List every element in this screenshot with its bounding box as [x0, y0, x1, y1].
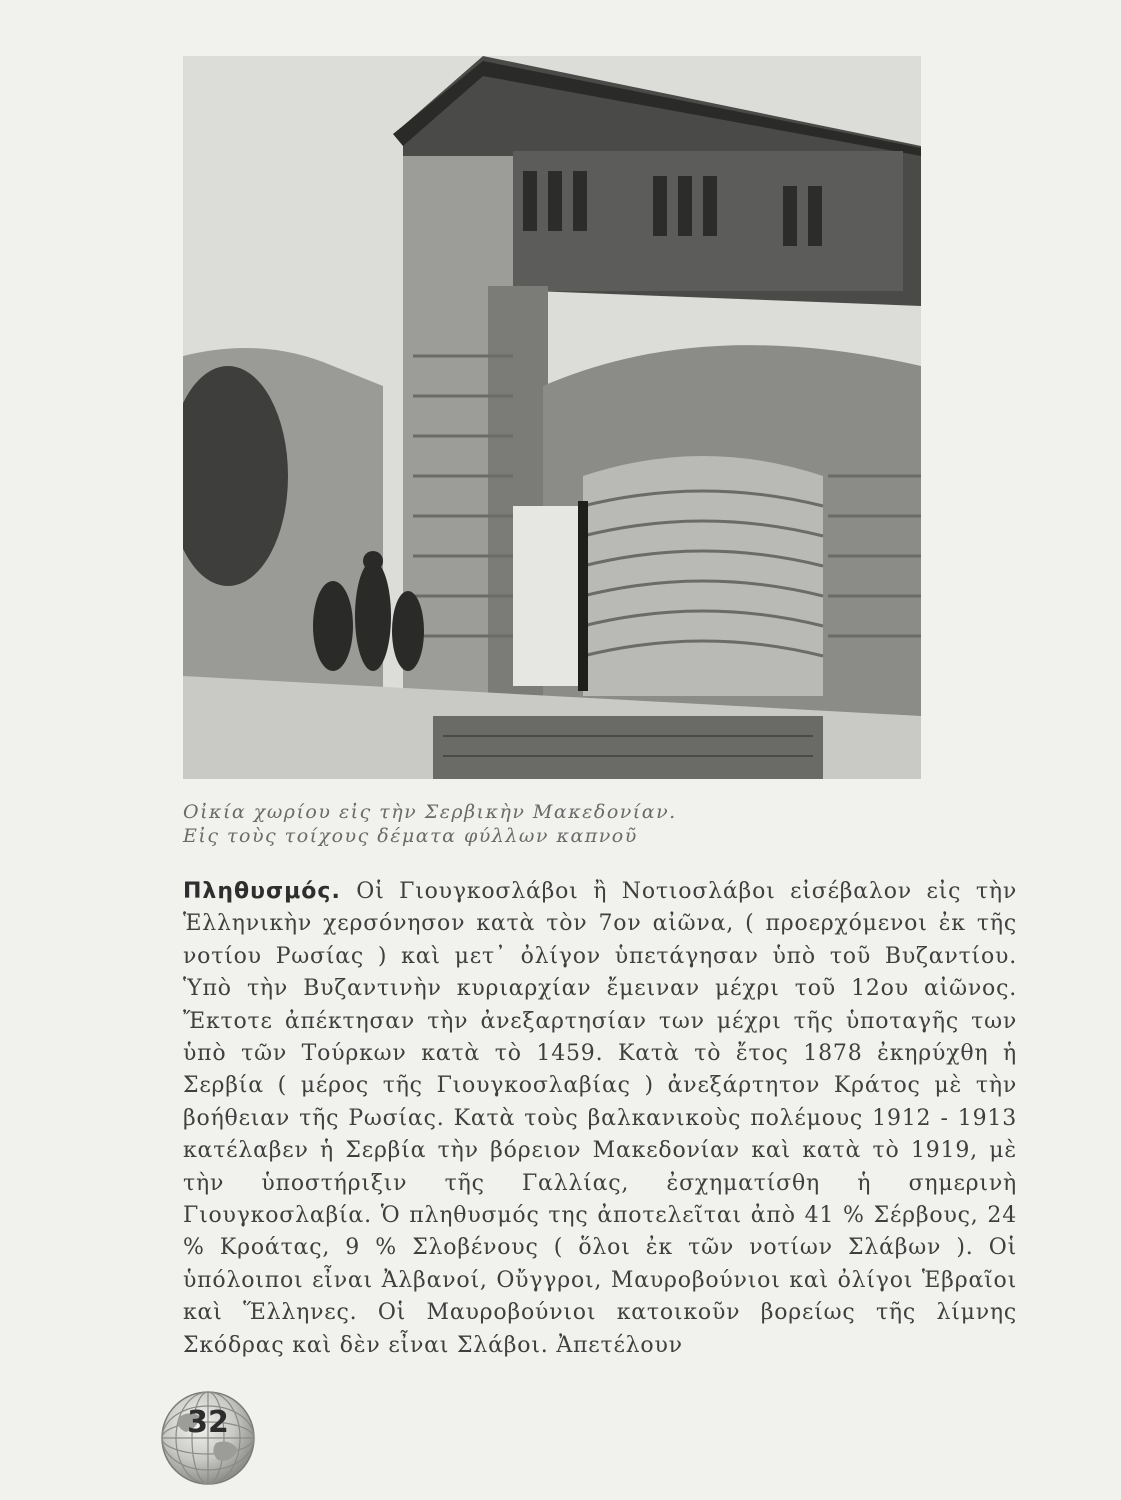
page-number: 32 — [187, 1405, 229, 1440]
caption-line-1: Οἰκία χωρίου εἰς τὴν Σερβικὴν Μακεδονίαν. — [183, 801, 677, 823]
photo-illustration — [183, 56, 921, 779]
village-house-photo — [183, 56, 921, 779]
paragraph-text: Οἱ Γιουγκοσλάβοι ἢ Νοτιοσλάβοι εἰσέβαλον εἰς τὴν Ἑλληνικὴν χερσόνησον κατὰ τὸν 7ον αἰῶνα, ( προερχόμενοι ἐκ τῆς νοτίου Ρωσίας ) καὶ μετ᾽ ὀλίγον ὑπετάγησαν ὑπὸ τοῦ Βυζαντίου. Ὑπὸ τὴν Βυζαντινὴν κυριαρχίαν ἔμειναν μέχρι τοῦ 12ου αἰῶνος. Ἔκτοτε ἀπέκτησαν τὴν ἀνεξαρτησίαν των μέχρι τῆς ὑποταγῆς των ὑπὸ τῶν Τούρκων κατὰ τὸ 1459. Κατὰ τὸ ἔτος 1878 ἐκηρύχθη ἡ Σερβία ( μέρος τῆς Γιουγκοσλαβίας ) ἀνεξάρτητον Κράτος μὲ τὴν βοήθειαν τῆς Ρωσίας. Κατὰ τοὺς βαλκανικοὺς πολέμους 1912 - 1913 κατέλαβεν ἡ Σερβία τὴν βόρειον Μακεδονίαν καὶ κατὰ τὸ 1919, μὲ τὴν ὑποστήριξιν τῆς Γαλλίας, ἐσχηματίσθη ἡ σημερινὴ Γιουγκοσλαβία. Ὁ πληθυσμός της ἀποτελεῖται ἀπὸ 41 % Σέρβους, 24 % Κροάτας, 9 % Σλοβένους ( ὅλοι ἐκ τῶν νοτίων Σλάβων ). Οἱ ὑπόλοιποι εἶναι Ἀλβανοί, Οὔγγροι, Μαυροβούνιοι καὶ ὀλίγοι Ἑβραῖοι καὶ Ἕλληνες. Οἱ Μαυροβούνιοι κατοικοῦν βορείως τῆς λίμνης Σκόδρας καὶ δὲν εἶναι Σλάβοι. Ἀπετέλουν — [183, 879, 1017, 1358]
article-paragraph — [183, 876, 1017, 1362]
section-heading: Πληθυσμός. — [183, 879, 357, 904]
figure-caption — [183, 800, 883, 848]
caption-line-2: Εἰς τοὺς τοίχους δέματα φύλλων καπνοῦ — [183, 825, 638, 847]
